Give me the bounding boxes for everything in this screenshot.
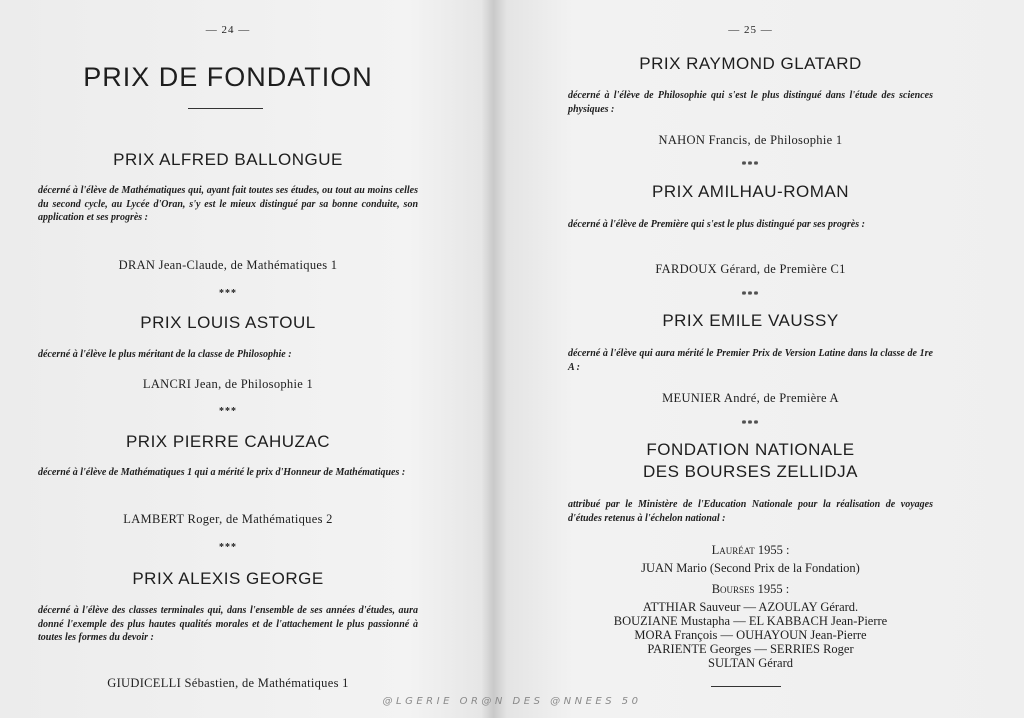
left-page — [38, 0, 418, 718]
prize-title-vaussy: PRIX EMILE VAUSSY — [662, 311, 839, 330]
prize-description-ballongue: décerné à l'élève de Mathématiques qui, ayant fait toutes ses études, ou tout au moins celles du second cycle, au Lycée d'Oran, s'y est le mieux distingué par sa bonne conduite, son application et ses progrès : — [38, 185, 418, 223]
end-divider — [711, 686, 781, 687]
prize-description-amilhau-roman: décerné à l'élève de Première qui s'est le plus distingué par ses progrès : — [568, 219, 865, 230]
bourses-line: MORA François — OUHAYOUN Jean-Pierre — [634, 628, 867, 642]
separator: *** — [219, 406, 237, 417]
separator: *** — [741, 419, 760, 430]
right-page — [568, 0, 933, 718]
watermark-text: @LGERIE OR@N DES @NNEES 50 — [382, 696, 642, 707]
prize-title-glatard: PRIX RAYMOND GLATARD — [639, 54, 862, 73]
separator: *** — [741, 290, 760, 301]
laureat-name: JUAN Mario (Second Prix de la Fondation) — [641, 561, 860, 575]
prize-description-george: décerné à l'élève des classes terminales qui, dans l'ensemble de ses années d'études, aura donné l'exemple des plus hautes qualités morales et de l'attachement le plus passionné à toutes les formes du devoir : — [38, 605, 418, 643]
fondation-description: attribué par le Ministère de l'Education Nationale pour la réalisation de voyages d'études retenus à l'échelon national : — [568, 499, 933, 524]
prize-winner-glatard: NAHON Francis, de Philosophie 1 — [658, 133, 843, 147]
prize-title-ballongue: PRIX ALFRED BALLONGUE — [113, 150, 343, 169]
separator: *** — [741, 160, 760, 171]
prize-winner-cahuzac: LAMBERT Roger, de Mathématiques 2 — [123, 512, 333, 526]
prize-winner-astoul: LANCRI Jean, de Philosophie 1 — [142, 377, 314, 391]
prize-description-astoul: décerné à l'élève le plus méritant de la classe de Philosophie : — [38, 349, 292, 360]
fondation-title-line1: FONDATION NATIONALE — [646, 440, 855, 459]
prize-title-amilhau-roman: PRIX AMILHAU-ROMAN — [652, 182, 849, 201]
prize-title-cahuzac: PRIX PIERRE CAHUZAC — [125, 432, 331, 451]
prize-winner-ballongue: DRAN Jean-Claude, de Mathématiques 1 — [118, 258, 338, 272]
page-number-left: — 24 — — [205, 24, 251, 36]
bourses-line: PARIENTE Georges — SERRIES Roger — [647, 642, 854, 656]
bourses-line: SULTAN Gérard — [708, 656, 793, 670]
page-title: PRIX DE FONDATION — [83, 62, 373, 92]
separator: *** — [219, 288, 237, 299]
bourses-label: Bourses 1955 : — [711, 582, 790, 596]
prize-description-cahuzac: décerné à l'élève de Mathématiques 1 qui a mérité le prix d'Honneur de Mathématiques : — [38, 467, 406, 478]
title-divider — [188, 108, 263, 109]
prize-winner-george: GIUDICELLI Sébastien, de Mathématiques 1 — [107, 676, 349, 690]
prize-description-glatard: décerné à l'élève de Philosophie qui s'est le plus distingué dans l'étude des sciences physiques : — [568, 90, 933, 115]
prize-description-vaussy: décerné à l'élève qui aura mérité le Premier Prix de Version Latine dans la classe de 1re A : — [568, 348, 933, 373]
prize-title-astoul: PRIX LOUIS ASTOUL — [140, 313, 316, 332]
separator: *** — [219, 542, 237, 553]
bourses-line: BOUZIANE Mustapha — EL KABBACH Jean-Pierre — [613, 614, 888, 628]
page-number-right: — 25 — — [728, 24, 773, 36]
bourses-line: ATTHIAR Sauveur — AZOULAY Gérard. — [642, 600, 859, 614]
fondation-title-line2: DES BOURSES ZELLIDJA — [642, 462, 858, 481]
prize-winner-vaussy: MEUNIER André, de Première A — [662, 391, 839, 405]
prize-title-george: PRIX ALEXIS GEORGE — [132, 569, 324, 588]
prize-winner-amilhau-roman: FARDOUX Gérard, de Première C1 — [655, 262, 846, 276]
laureat-label: Lauréat 1955 : — [711, 543, 790, 557]
